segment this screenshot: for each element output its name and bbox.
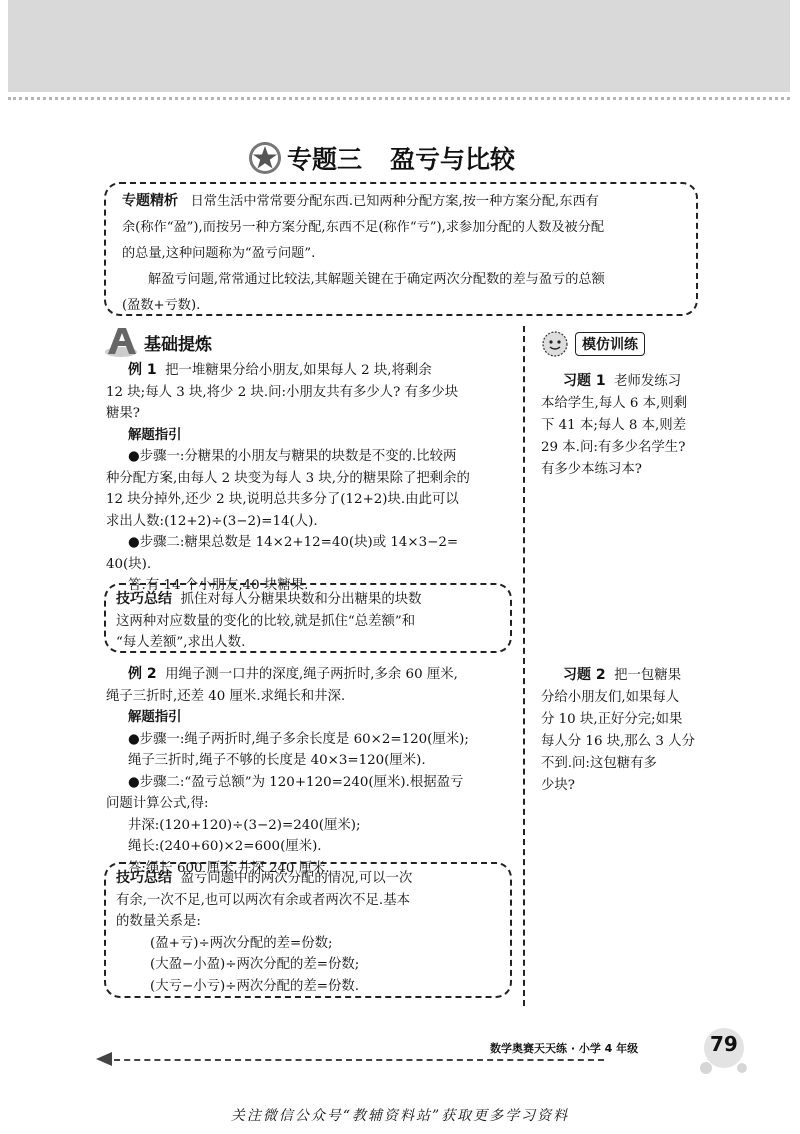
intro-line-1	[122, 188, 684, 215]
example-2-label: 例 2	[128, 666, 157, 682]
tip-1-line-2: 这两种对应数量的变化的比较,就是抓住“总差额”和	[116, 613, 416, 629]
practice-1-label: 习题 1	[563, 373, 606, 389]
tip-1-label: 技巧总结	[116, 591, 172, 607]
tip-2-formula-2: (大盈−小盈)÷两次分配的差=份数;	[150, 957, 360, 972]
tip-2-line-2: 有余,一次不足,也可以两次有余或者两次不足.基本	[116, 892, 410, 908]
letter-a-icon	[104, 326, 138, 358]
example-1	[106, 360, 508, 597]
practice-title: 模仿训练	[575, 332, 645, 356]
practice-1-line-4: 29 本.问:有多少名学生?	[541, 440, 686, 455]
title-text	[287, 140, 515, 176]
practice-2-line-4: 每人分 16 块,那么 3 人分	[541, 734, 695, 749]
page-number: 79	[710, 1032, 738, 1056]
example-1-line-1	[106, 360, 508, 382]
practice-2-line-2: 分给小朋友们,如果每人	[541, 690, 680, 705]
practice-mascot-icon	[541, 330, 569, 358]
intro-line-5: (盈数+亏数).	[122, 298, 201, 313]
example-1-step-6: 40(块).	[106, 556, 152, 572]
header-dotted-rule	[8, 97, 790, 100]
example-1-guide: 解题指引	[128, 427, 182, 443]
example-2-step-1: ●步骤一:绳子两折时,绳子多余长度是 60×2=120(厘米);	[128, 731, 469, 747]
tip-box-1	[104, 583, 512, 653]
tip-2-formula-1: (盈+亏)÷两次分配的差=份数;	[150, 935, 333, 951]
star-badge-icon	[247, 140, 283, 176]
intro-text-1: 日常生活中常常要分配东西.已知两种分配方案,按一种方案分配,东西有	[190, 194, 599, 209]
example-2-text-1: 用绳子测一口井的深度,绳子两折时,多余 60 厘米,	[165, 667, 458, 682]
example-1-label: 例 1	[128, 362, 157, 378]
example-1-text-1: 把一堆糖果分给小朋友,如果每人 2 块,将剩余	[165, 363, 432, 378]
example-2-step-3: ●步骤二:“盈亏总额”为 120+120=240(厘米).根据盈亏	[128, 774, 464, 790]
intro-line-4: 解盈亏问题,常常通过比较法,其解题关键在于确定两次分配数的差与盈亏的总额	[148, 272, 605, 287]
practice-1-line-3: 下 41 本;每人 8 本,则差	[541, 418, 687, 433]
tip-1-line-1	[116, 589, 500, 611]
practice-2-line-6: 少块?	[541, 778, 575, 793]
intro-box	[104, 182, 698, 316]
practice-1-line-2: 本给学生,每人 6 本,则剩	[541, 396, 688, 411]
tip-2-formula-3: (大亏−小亏)÷两次分配的差=份数.	[150, 978, 360, 994]
column-separator	[523, 326, 525, 1006]
practice-2	[541, 664, 717, 797]
title-part2: 盈亏与比较	[390, 145, 516, 174]
example-2-step-2: 绳子三折时,绳子不够的长度是 40×3=120(厘米).	[128, 753, 426, 768]
footer-book-title: 数学奥赛天天练 · 小学 4 年级	[490, 1042, 639, 1055]
example-2-line-2: 绳子三折时,还差 40 厘米.求绳长和井深.	[106, 688, 346, 704]
practice-2-text-1: 把一包糖果	[614, 668, 682, 683]
practice-2-label: 习题 2	[563, 667, 606, 683]
tip-2-line-3: 的数量关系是:	[116, 914, 201, 929]
example-1-step-3: 12 块分掉外,还少 2 块,说明总共多分了(12+2)块.由此可以	[106, 492, 459, 507]
example-2	[106, 664, 508, 879]
title-part1: 专题三	[287, 145, 363, 174]
section-a-title: 基础提炼	[144, 334, 212, 355]
intro-label: 专题精析	[122, 193, 178, 209]
example-1-step-4: 求出人数:(12+2)÷(3−2)=14(人).	[106, 513, 318, 529]
example-2-step-6: 绳长:(240+60)×2=600(厘米).	[128, 839, 322, 854]
footer-dashed-rule	[104, 1059, 604, 1061]
practice-1-text-1: 老师发练习	[614, 374, 682, 389]
practice-header	[541, 330, 671, 358]
example-2-answer: 答:绳长 600 厘米,井深 240 厘米.	[128, 860, 330, 876]
example-2-line-1	[106, 664, 508, 686]
header-band	[8, 0, 790, 92]
example-1-line-3: 糖果?	[106, 406, 140, 421]
page-number-badge	[696, 1024, 752, 1076]
practice-1-line-5: 有多少本练习本?	[541, 462, 642, 477]
page-title	[247, 138, 515, 178]
example-2-step-5: 井深:(120+120)÷(3−2)=240(厘米);	[128, 817, 361, 833]
practice-1-line-1	[541, 370, 717, 393]
example-1-line-2: 12 块;每人 3 块,将少 2 块.问:小朋友共有多少人? 有多少块	[106, 384, 459, 400]
tip-2-line-1	[116, 868, 500, 890]
bottom-note: 关注微信公众号“教辅资料站”获取更多学习资料	[230, 1108, 570, 1124]
tip-2-text-1: 盈亏问题中的两次分配的情况,可以一次	[180, 871, 413, 886]
intro-line-3: 的总量,这种问题称为“盈亏问题”.	[122, 246, 316, 261]
tip-1-line-3: “每人差额”,求出人数.	[116, 635, 246, 650]
example-1-step-1: ●步骤一:分糖果的小朋友与糖果的块数是不变的.比较两	[128, 449, 457, 464]
practice-2-line-5: 不到.问:这包糖有多	[541, 756, 657, 771]
example-1-step-2: 种分配方案,由每人 2 块变为每人 3 块,分的糖果除了把剩余的	[106, 470, 470, 486]
tip-1-text-1: 抓住对每人分糖果块数和分出糖果的块数	[180, 592, 422, 607]
example-1-step-5: ●步骤二:糖果总数是 14×2+12=40(块)或 14×3−2=	[128, 535, 459, 550]
intro-line-2: 余(称作“盈”),而按另一种方案分配,东西不足(称作“亏”),求参加分配的人数及被分配	[122, 220, 605, 235]
example-2-step-4: 问题计算公式,得:	[106, 796, 209, 811]
section-a-header	[104, 326, 284, 358]
tip-2-label: 技巧总结	[116, 870, 172, 886]
example-2-guide: 解题指引	[128, 710, 182, 725]
practice-2-line-1	[541, 664, 717, 687]
practice-2-line-3: 分 10 块,正好分完;如果	[541, 712, 683, 727]
tip-box-2	[104, 862, 512, 998]
practice-1	[541, 370, 717, 481]
example-1-answer: 答:有 14 个小朋友,40 块糖果.	[128, 578, 309, 593]
